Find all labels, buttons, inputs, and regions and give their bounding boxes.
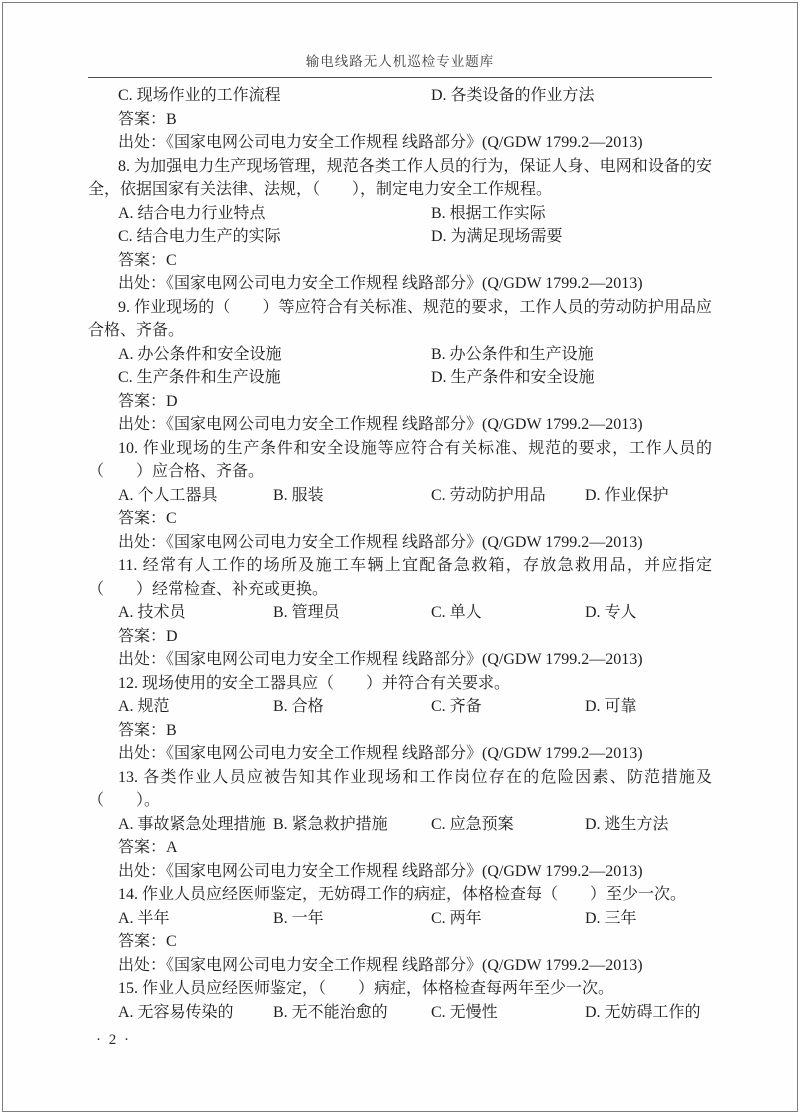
page-header-title: 输电线路无人机巡检专业题库 (305, 54, 495, 69)
answer-prefix: 答案： (118, 839, 167, 856)
option: B. 一年 (273, 909, 324, 927)
answer-value: C (166, 510, 177, 527)
answer-prefix: 答案： (118, 627, 167, 645)
answer-line (88, 507, 712, 531)
answer-value: B (166, 721, 177, 739)
option: C. 无慢性 (431, 1003, 498, 1021)
source-line (88, 413, 712, 437)
question-list (88, 84, 712, 1024)
answer-line (88, 390, 712, 414)
question-block (88, 554, 712, 672)
options-row (88, 225, 712, 249)
question-block (88, 437, 712, 555)
option: D. 逃生方法 (585, 815, 669, 833)
option: B. 服装 (273, 486, 324, 504)
source-text: 《国家电网公司电力安全工作规程 线路部分》(Q/GDW 1799.2—2013) (166, 416, 643, 433)
option: C. 劳动防护用品 (431, 486, 546, 504)
option: D. 为满足现场需要 (431, 228, 563, 245)
answer-prefix: 答案： (118, 721, 167, 739)
source-prefix: 出处： (118, 275, 167, 292)
source-prefix: 出处： (118, 416, 167, 433)
option: B. 无不能治愈的 (273, 1003, 388, 1021)
answer-value: B (166, 110, 177, 128)
source-prefix: 出处： (118, 651, 167, 668)
option: B. 管理员 (273, 604, 340, 621)
answer-prefix: 答案： (118, 510, 167, 527)
options-row (88, 601, 712, 625)
options-row (88, 343, 712, 367)
option: B. 合格 (273, 698, 324, 715)
option: A. 结合电力行业特点 (118, 204, 266, 222)
question-block (88, 766, 712, 884)
source-line (88, 742, 712, 766)
answer-line (88, 625, 712, 649)
answer-line (88, 930, 712, 954)
question-stem: 8. 为加强电力生产现场管理，规范各类工作人员的行为，保证人身、电网和设备的安全，依据国家有关法律、法规，（ ），制定电力安全工作规程。 (88, 157, 712, 198)
options-row (88, 813, 712, 837)
source-text: 《国家电网公司电力安全工作规程 线路部分》(Q/GDW 1799.2—2013) (166, 745, 643, 762)
option: A. 办公条件和安全设施 (118, 345, 282, 363)
source-text: 《国家电网公司电力安全工作规程 线路部分》(Q/GDW 1799.2—2013) (166, 134, 643, 151)
source-line (88, 860, 712, 884)
option: C. 生产条件和生产设施 (118, 369, 281, 386)
answer-line (88, 249, 712, 273)
option: C. 现场作业的工作流程 (118, 87, 281, 104)
source-line (88, 272, 712, 296)
source-line (88, 648, 712, 672)
option: D. 作业保护 (585, 486, 669, 504)
source-text: 《国家电网公司电力安全工作规程 线路部分》(Q/GDW 1799.2—2013) (166, 862, 643, 880)
source-prefix: 出处： (118, 956, 167, 974)
options-row (88, 84, 712, 108)
option: D. 各类设备的作业方法 (431, 87, 595, 104)
option: D. 三年 (585, 909, 637, 927)
options-row (88, 695, 712, 719)
source-text: 《国家电网公司电力安全工作规程 线路部分》(Q/GDW 1799.2—2013) (166, 533, 643, 551)
header-divider (88, 77, 712, 78)
options-row (88, 484, 712, 508)
source-prefix: 出处： (118, 745, 167, 762)
source-prefix: 出处： (118, 134, 167, 151)
answer-line (88, 719, 712, 743)
question-stem: 14. 作业人员应经医师鉴定，无妨碍工作的病症，体格检查每（ ）至少一次。 (118, 886, 687, 903)
answer-prefix: 答案： (118, 933, 167, 950)
source-text: 《国家电网公司电力安全工作规程 线路部分》(Q/GDW 1799.2—2013) (166, 275, 643, 292)
option: A. 技术员 (118, 604, 186, 621)
option: A. 事故紧急处理措施 (118, 815, 266, 833)
answer-prefix: 答案： (118, 251, 167, 269)
answer-value: D (166, 392, 178, 410)
option: D. 生产条件和安全设施 (431, 369, 595, 386)
option: A. 规范 (118, 698, 170, 715)
answer-value: C (166, 251, 177, 269)
options-row (88, 202, 712, 226)
question-stem: 12. 现场使用的安全工器具应（ ）并符合有关要求。 (118, 674, 511, 692)
question-block (88, 84, 712, 155)
question-stem: 15. 作业人员应经医师鉴定，（ ）病症，体格检查每两年至少一次。 (118, 980, 615, 997)
source-prefix: 出处： (118, 533, 167, 551)
option: B. 根据工作实际 (431, 204, 546, 222)
option: D. 专人 (585, 604, 637, 621)
page-number: · 2 · (96, 1032, 131, 1048)
source-line (88, 531, 712, 555)
source-line (88, 131, 712, 155)
answer-value: A (166, 839, 178, 856)
answer-line (88, 836, 712, 860)
options-row (88, 1001, 712, 1025)
option: A. 半年 (118, 909, 170, 927)
question-block (88, 977, 712, 1024)
source-text: 《国家电网公司电力安全工作规程 线路部分》(Q/GDW 1799.2—2013) (166, 956, 643, 974)
question-stem: 9. 作业现场的（ ）等应符合有关标准、规范的要求，工作人员的劳动防护用品应合格、齐备。 (88, 298, 712, 339)
option: B. 办公条件和生产设施 (431, 345, 594, 363)
question-block (88, 883, 712, 977)
question-block (88, 155, 712, 296)
question-stem: 10. 作业现场的生产条件和安全设施等应符合有关标准、规范的要求，工作人员的（ ）应合格、齐备。 (88, 439, 712, 480)
answer-value: D (166, 627, 178, 645)
option: C. 单人 (431, 604, 482, 621)
source-prefix: 出处： (118, 862, 167, 880)
question-stem: 13. 各类作业人员应被告知其作业现场和工作岗位存在的危险因素、防范措施及（ ）。 (88, 768, 712, 809)
answer-line (88, 108, 712, 132)
option: B. 紧急救护措施 (273, 815, 388, 833)
option: A. 个人工器具 (118, 486, 218, 504)
question-block (88, 672, 712, 766)
options-row (88, 366, 712, 390)
option: C. 结合电力生产的实际 (118, 228, 281, 245)
option: C. 齐备 (431, 698, 482, 715)
source-text: 《国家电网公司电力安全工作规程 线路部分》(Q/GDW 1799.2—2013) (166, 651, 643, 668)
answer-value: C (166, 933, 177, 950)
question-stem: 11. 经常有人工作的场所及施工车辆上宜配备急救箱，存放急救用品，并应指定（ ）经常检查、补充或更换。 (88, 557, 712, 598)
answer-prefix: 答案： (118, 110, 167, 128)
option: C. 应急预案 (431, 815, 514, 833)
question-block (88, 296, 712, 437)
answer-prefix: 答案： (118, 392, 167, 410)
option: A. 无容易传染的 (118, 1003, 234, 1021)
option: D. 可靠 (585, 698, 637, 715)
source-line (88, 954, 712, 978)
option: C. 两年 (431, 909, 482, 927)
option: D. 无妨碍工作的 (585, 1003, 701, 1021)
options-row (88, 907, 712, 931)
